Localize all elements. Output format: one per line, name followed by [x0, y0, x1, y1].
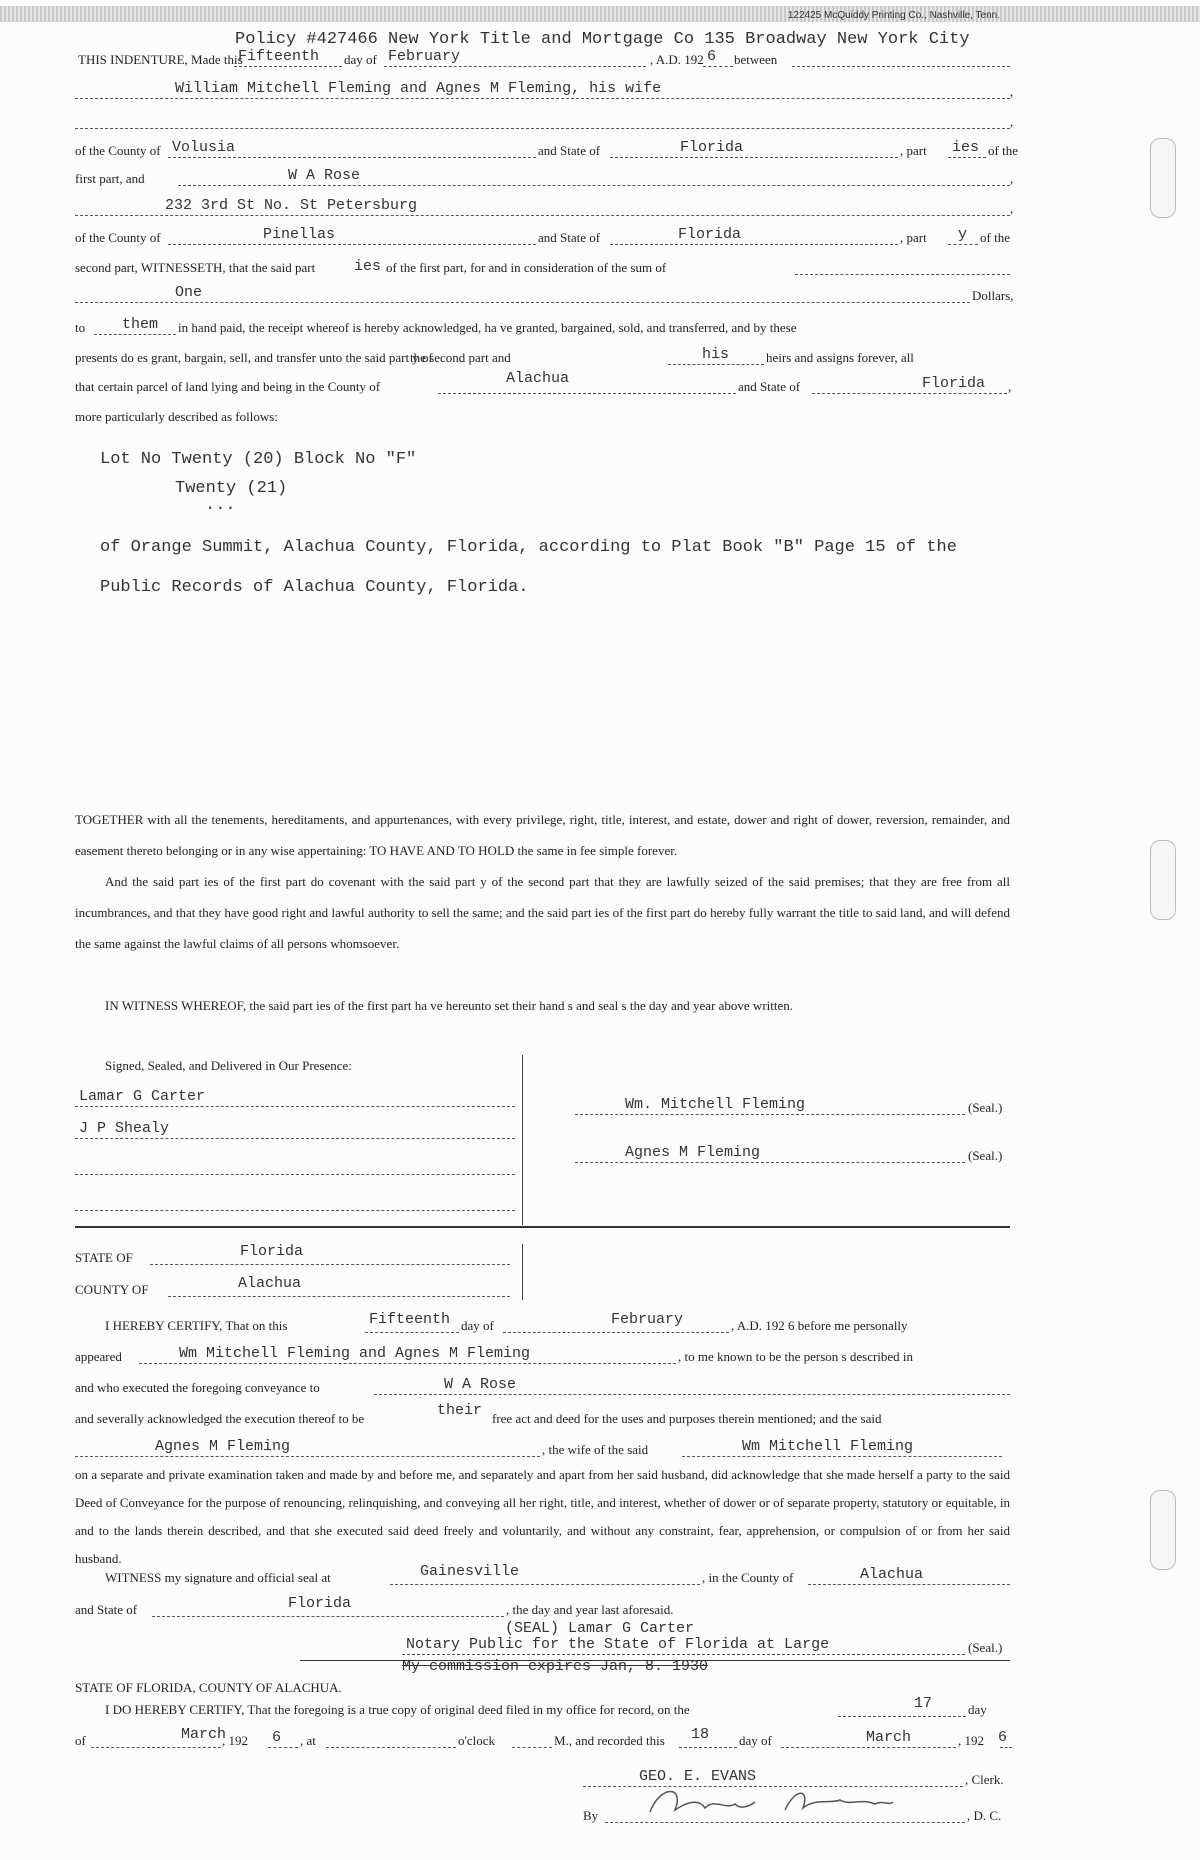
grantee-address-field: 232 3rd St No. St Petersburg	[75, 215, 1010, 216]
recording-month-field: March	[91, 1747, 221, 1748]
blank-line	[795, 274, 1010, 275]
month-field: February	[384, 66, 646, 67]
binder-hole	[1150, 138, 1176, 218]
grantor-signature-2: Agnes M Fleming	[575, 1162, 965, 1163]
ack-county-field: Alachua	[168, 1296, 510, 1297]
in-witness-clause: IN WITNESS WHEREOF, the said part ies of the first part ha ve hereunto set their hand s and seal s the day and year above written.	[105, 998, 794, 1013]
ack-state-field: Florida	[150, 1264, 510, 1265]
day-of-label: day of	[344, 52, 377, 67]
binder-hole	[1150, 840, 1176, 920]
day-field: Fifteenth	[234, 66, 342, 67]
binder-hole	[1150, 1490, 1176, 1570]
ack-witness-state-field: Florida	[152, 1616, 504, 1617]
ack-wife-field: Agnes M Fleming	[75, 1456, 540, 1457]
ack-persons-field: Wm Mitchell Fleming and Agnes M Fleming	[139, 1363, 676, 1364]
ack-place-field: Gainesville	[390, 1584, 700, 1585]
blank-line	[792, 66, 1010, 67]
blank-line	[75, 128, 1010, 129]
notary-seal-name: (SEAL) Lamar G Carter	[505, 1620, 695, 1637]
covenant-clause: And the said part ies of the first part do covenant with the said part y of the second part that they are lawfully seized of the said premises; that they are free from all incumbrances, and that they have good right and lawful authority to sell the same; and the said part ies of the first part do hereby fully warrant the title to said land, and will defend the same against the lawful claims of all persons whomsoever.	[75, 874, 1010, 951]
deputy-clerk-signature	[605, 1822, 965, 1823]
sum-field: One	[75, 302, 970, 303]
notary-title: Notary Public for the State of Florida at Large	[402, 1654, 965, 1655]
deed-page: 122425 McQuiddy Printing Co., Nashville, Tenn. Policy #427466 New York Title and Mortgage Co 135 Broadway New York City THIS INDENTURE, Made this Fifteenth day of February , A.D. 192 6 between William Mitchell Fleming and Agnes M Fleming, his wife , , of the County of Volusia and State of Florida , part ies of the first part, and W A Rose , 232 3rd St No. St Petersburg , of the County of Pinellas and State of Florida , part y of the second part, WITNESSETH, that the said part ies of the first part, for and in consideration of the sum of One Dollars, to them in hand paid, the receipt whereof is hereby acknowledged, ha ve granted, bargained, sold, and transferred, and by these presents do es grant, bargain, sell, and transfer unto the said part y of the second part and his heirs and assigns forever, all that certain parcel of land lying and being in the County of Alachua and State of Florida , more particularly described as follows: Lot No Twenty (20) Block No "F" Twenty (21) ... of Orange Summit, Alachua County, Florida, according to Plat Book "B" Page 15 of the Public Records of Alachua County, Florida. TOGETHER with all the tenements, hereditaments, and appurtenances, with every privilege, right, title, interest, and estate, dower and right of dower, reversion, remainder, and easement thereto belonging or in any wise appertaining: TO HAVE AND TO HOLD the same in fee simple forever. And the said part ies of the first part do covenant with the said part y of the second part that they are lawfully seized of the said premises; that they are free from all incumbrances, and that they have good right and lawful authority to sell the same; and the said part ies of the first part do hereby fully warrant the title to said land, and will defend the same against the lawful claims of all persons whomsoever. IN WITNESS WHEREOF, the said part ies of the first part ha ve hereunto set their hand s and seal s the day and year above written. Signed, Sealed, and Delivered in Our Presence: Lamar G Carter J P Shealy Wm. Mitchell Fleming (Seal.) Agnes M Fleming (Seal.) STATE OF Florida COUNTY OF Alachua I HEREBY CERTIFY, That on this Fifteenth day of February , A.D. 192 6 before me personally appeared Wm Mitchell Fleming and Agnes M Fleming , to me known to be the person s described in and who executed the foregoing conveyance to W A Rose and severally acknowledged the execution thereof to be their free act and deed for the uses and purposes therein mentioned; and the said Agnes M Fleming , the wife of the said Wm Mitchell Fleming on a separate and private examination taken and made by and before me, and separately and apart from her said husband, did acknowledge that she made herself a party to the said Deed of Conveyance for the purpose of renouncing, relinquishing, and conveying all her right, title, and interest, whether of dower or of separate property, statutory or equitable, in and to the lands therein described, and that she executed said deed freely and voluntarily, and without any constraint, fear, apprehension, or compulsion of or from her said husband. WITNESS my signature and official seal at Gainesville , in the County of Alachua and State of Florida , the day and year last aforesaid. (SEAL) Lamar G Carter Notary Public for the State of Florida at Large (Seal.) My commission expires Jan, 8. 1930 STATE OF FLORIDA, COUNTY OF ALACHUA. I DO HEREBY CERTIFY, That the foregoing is a true copy of original deed filed in my office for record, on the 17 day of March , 192 6 , at o'clock M., and recorded this 18 day of March , 192 6 GEO. E. EVANS , Clerk. By , D. C.	[0, 0, 1200, 1860]
grantee-field: W A Rose	[178, 185, 1010, 186]
lot-description-extra: Twenty (21)	[175, 479, 288, 498]
ack-witness-county-field: Alachua	[808, 1584, 1010, 1585]
records-description: Public Records of Alachua County, Florida.	[100, 578, 529, 597]
first-part-label: first part, and	[75, 171, 145, 186]
policy-heading: Policy #427466 New York Title and Mortgage Co 135 Broadway New York City	[235, 30, 970, 49]
grantor-signature-1: Wm. Mitchell Fleming	[575, 1114, 965, 1115]
witness-2: J P Shealy	[75, 1138, 515, 1139]
year-digit-field: 6	[703, 66, 733, 67]
notary-commission: My commission expires Jan, 8. 1930	[402, 1658, 709, 1675]
his-field: his	[668, 364, 764, 365]
recording-hour-field	[326, 1747, 456, 1748]
land-state-field: Florida	[812, 393, 1007, 394]
divider	[75, 1226, 1010, 1228]
recording-ampm-field	[512, 1747, 552, 1748]
recording-recorded-month-field: March	[781, 1747, 956, 1748]
witnesseth-label: second part, WITNESSETH, that the said part	[75, 260, 316, 275]
signed-sealed-label: Signed, Sealed, and Delivered in Our Presence:	[105, 1058, 352, 1073]
county-label: of the County of	[75, 143, 161, 158]
recording-year-field: 6	[268, 1747, 298, 1748]
grantors-field: William Mitchell Fleming and Agnes M Fleming, his wife	[75, 98, 1010, 99]
second-county-field: Pinellas	[168, 244, 536, 245]
recording-recorded-day-field: 18	[679, 1747, 737, 1748]
between-label: between	[734, 52, 778, 67]
header-bar	[0, 6, 1200, 22]
recording-day-field: 17	[838, 1716, 966, 1717]
ack-month-field: February	[503, 1332, 729, 1333]
ad-label: , A.D. 192	[650, 52, 704, 67]
subdivision-description: of Orange Summit, Alachua County, Florida, according to Plat Book "B" Page 15 of the	[100, 538, 957, 557]
first-county-field: Volusia	[168, 157, 536, 158]
state-label: and State of	[538, 143, 601, 158]
land-county-field: Alachua	[438, 393, 736, 394]
witness-1: Lamar G Carter	[75, 1106, 515, 1107]
ack-grantee-field: W A Rose	[374, 1394, 1010, 1395]
paid-to-field: them	[94, 334, 176, 335]
lot-description: Lot No Twenty (20) Block No "F"	[100, 450, 417, 469]
recording-recorded-year-field: 6	[1000, 1747, 1012, 1748]
together-clause: TOGETHER with all the tenements, hereditaments, and appurtenances, with every privilege, right, title, interest, and estate, dower and right of dower, reversion, remainder, and easement thereto belonging or in any wise appertaining: TO HAVE AND TO HOLD the same in fee simple forever.	[75, 812, 1010, 858]
indenture-text: THIS INDENTURE, Made this	[78, 52, 243, 67]
recording-heading: STATE OF FLORIDA, COUNTY OF ALACHUA.	[75, 1680, 342, 1695]
blank-line	[75, 1174, 515, 1175]
part-suffix-field: ies	[948, 157, 986, 158]
blank-line	[75, 1210, 515, 1211]
deputy-signature-drawing	[645, 1780, 895, 1820]
signature-brace	[522, 1055, 523, 1225]
ack-husband-field: Wm Mitchell Fleming	[682, 1456, 1002, 1457]
separate-examination-clause: on a separate and private examination taken and made by and before me, and separately and apart from her said husband, did acknowledge that she made herself a party to the said Deed of Conveyance for the purpose of renouncing, relinquishing, and conveying all her right, title, and interest, whether of dower or of separate property, statutory or equitable, in and to the lands therein described, and that she executed said deed freely and voluntarily, and without any constraint, fear, apprehension, or compulsion of or from her said husband.	[75, 1467, 1010, 1566]
ack-brace	[522, 1244, 523, 1300]
ack-day-field: Fifteenth	[365, 1332, 459, 1333]
part-suffix-field: y	[948, 244, 978, 245]
second-state-field: Florida	[610, 244, 898, 245]
clerk-name-field: GEO. E. EVANS	[583, 1786, 963, 1787]
printer-imprint: 122425 McQuiddy Printing Co., Nashville, Tenn.	[787, 10, 1000, 21]
first-state-field: Florida	[610, 157, 898, 158]
